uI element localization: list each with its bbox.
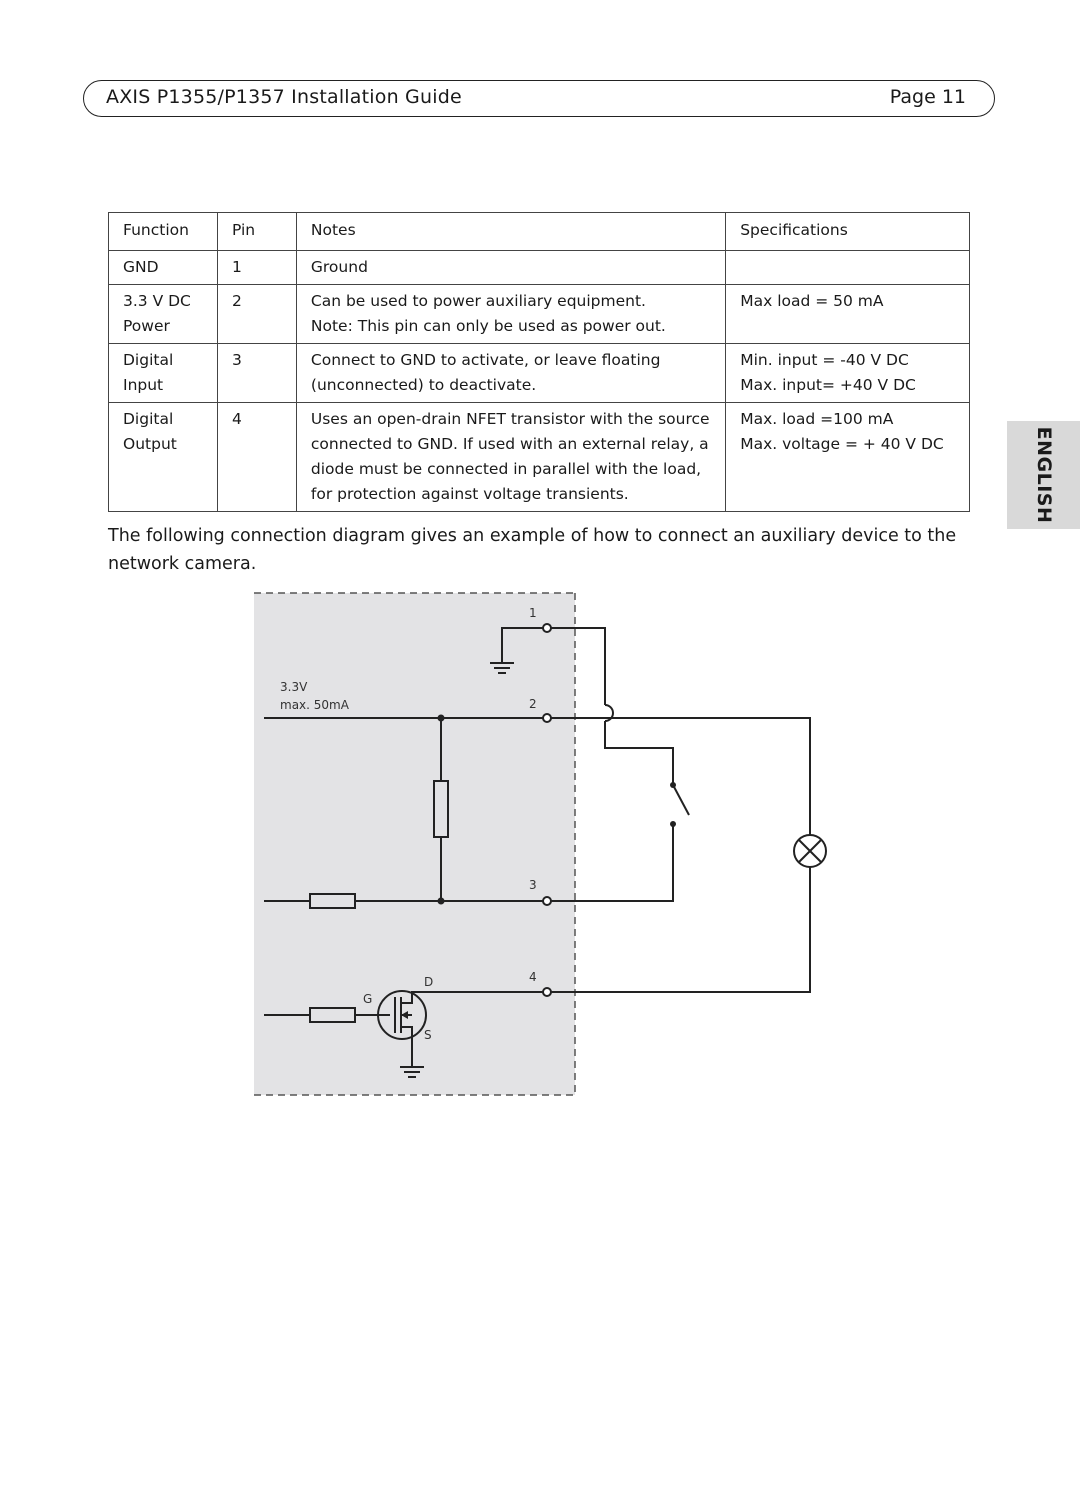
function-cell-line: Power	[123, 317, 170, 335]
notes-cell	[296, 251, 725, 285]
lamp-to-pin4-wire	[547, 867, 810, 992]
specifications-cell	[726, 251, 970, 285]
column-header-notes: Notes	[296, 213, 725, 251]
pin2-to-lamp-wire	[547, 718, 810, 835]
column-header-specifications: Specifications	[726, 213, 970, 251]
table-row	[109, 403, 970, 512]
connection-diagram	[240, 585, 840, 1105]
function-cell-line: 3.3 V DC	[123, 292, 191, 310]
notes-cell-line: for protection against voltage transients.	[310, 485, 629, 503]
page-header	[83, 80, 995, 117]
pin2-label: 2	[529, 697, 537, 711]
table-row	[109, 344, 970, 403]
table-body	[109, 251, 970, 512]
source-label: S	[424, 1028, 432, 1042]
function-cell	[109, 403, 218, 512]
gate-label: G	[363, 992, 373, 1006]
specifications-cell-line: Max. voltage = + 40 V DC	[740, 435, 944, 453]
pin3-terminal	[543, 897, 551, 905]
notes-cell-line: Can be used to power auxiliary equipment.	[310, 292, 646, 310]
specifications-cell-line: Max. input= +40 V DC	[740, 376, 916, 394]
specifications-cell-line: Max. load =100 mA	[740, 410, 894, 428]
table-row	[109, 285, 970, 344]
notes-cell-line: Connect to GND to activate, or leave floating	[310, 351, 661, 369]
document-title: AXIS P1355/P1357 Installation Guide	[106, 86, 462, 108]
function-cell	[109, 344, 218, 403]
language-tab	[1007, 421, 1080, 529]
function-cell-line: GND	[123, 258, 159, 276]
notes-cell-line: (unconnected) to deactivate.	[310, 376, 537, 394]
function-cell-line: Output	[123, 435, 177, 453]
notes-cell	[296, 344, 725, 403]
notes-cell	[296, 285, 725, 344]
camera-area	[254, 593, 575, 1095]
pin-cell-line: 4	[231, 410, 242, 428]
notes-cell	[296, 403, 725, 512]
notes-cell-line: Uses an open-drain NFET transistor with the source	[310, 410, 710, 428]
notes-cell-line: Ground	[310, 258, 368, 276]
function-cell	[109, 285, 218, 344]
function-cell-line: Digital	[123, 351, 174, 369]
pin-cell	[217, 344, 296, 403]
pin4-terminal	[543, 988, 551, 996]
pin-cell-line: 3	[231, 351, 242, 369]
pin-cell-line: 2	[231, 292, 242, 310]
page-number: Page 11	[889, 86, 966, 108]
function-cell	[109, 251, 218, 285]
specifications-cell	[726, 344, 970, 403]
switch-contact	[673, 785, 689, 815]
pin-cell-line: 1	[231, 258, 242, 276]
pin2-terminal	[543, 714, 551, 722]
intro-paragraph: The following connection diagram gives an example of how to connect an auxiliary device to the network camera.	[108, 526, 957, 574]
connector-spec-table	[108, 212, 970, 512]
table-row	[109, 251, 970, 285]
language-label: ENGLISH	[1032, 426, 1055, 524]
notes-cell-line: connected to GND. If used with an external relay, a	[310, 435, 709, 453]
pin4-label: 4	[529, 970, 537, 984]
specifications-cell-line: Min. input = -40 V DC	[740, 351, 909, 369]
specifications-cell-line: Max load = 50 mA	[740, 292, 884, 310]
pin1-label: 1	[529, 606, 537, 620]
pin-cell	[217, 403, 296, 512]
pin1-terminal	[543, 624, 551, 632]
notes-cell-line: diode must be connected in parallel with the load,	[310, 460, 702, 478]
pin3-label: 3	[529, 878, 537, 892]
pin-cell	[217, 285, 296, 344]
function-cell-line: Input	[123, 376, 164, 394]
table-header-row	[109, 213, 970, 251]
column-header-pin: Pin	[217, 213, 296, 251]
power-voltage-label: 3.3V	[280, 680, 308, 694]
specifications-cell	[726, 285, 970, 344]
function-cell-line: Digital	[123, 410, 174, 428]
drain-label: D	[424, 975, 434, 989]
notes-cell-line: Note: This pin can only be used as power out.	[310, 317, 666, 335]
specifications-cell	[726, 403, 970, 512]
power-current-label: max. 50mA	[280, 698, 349, 712]
pin-cell	[217, 251, 296, 285]
column-header-function: Function	[109, 213, 218, 251]
